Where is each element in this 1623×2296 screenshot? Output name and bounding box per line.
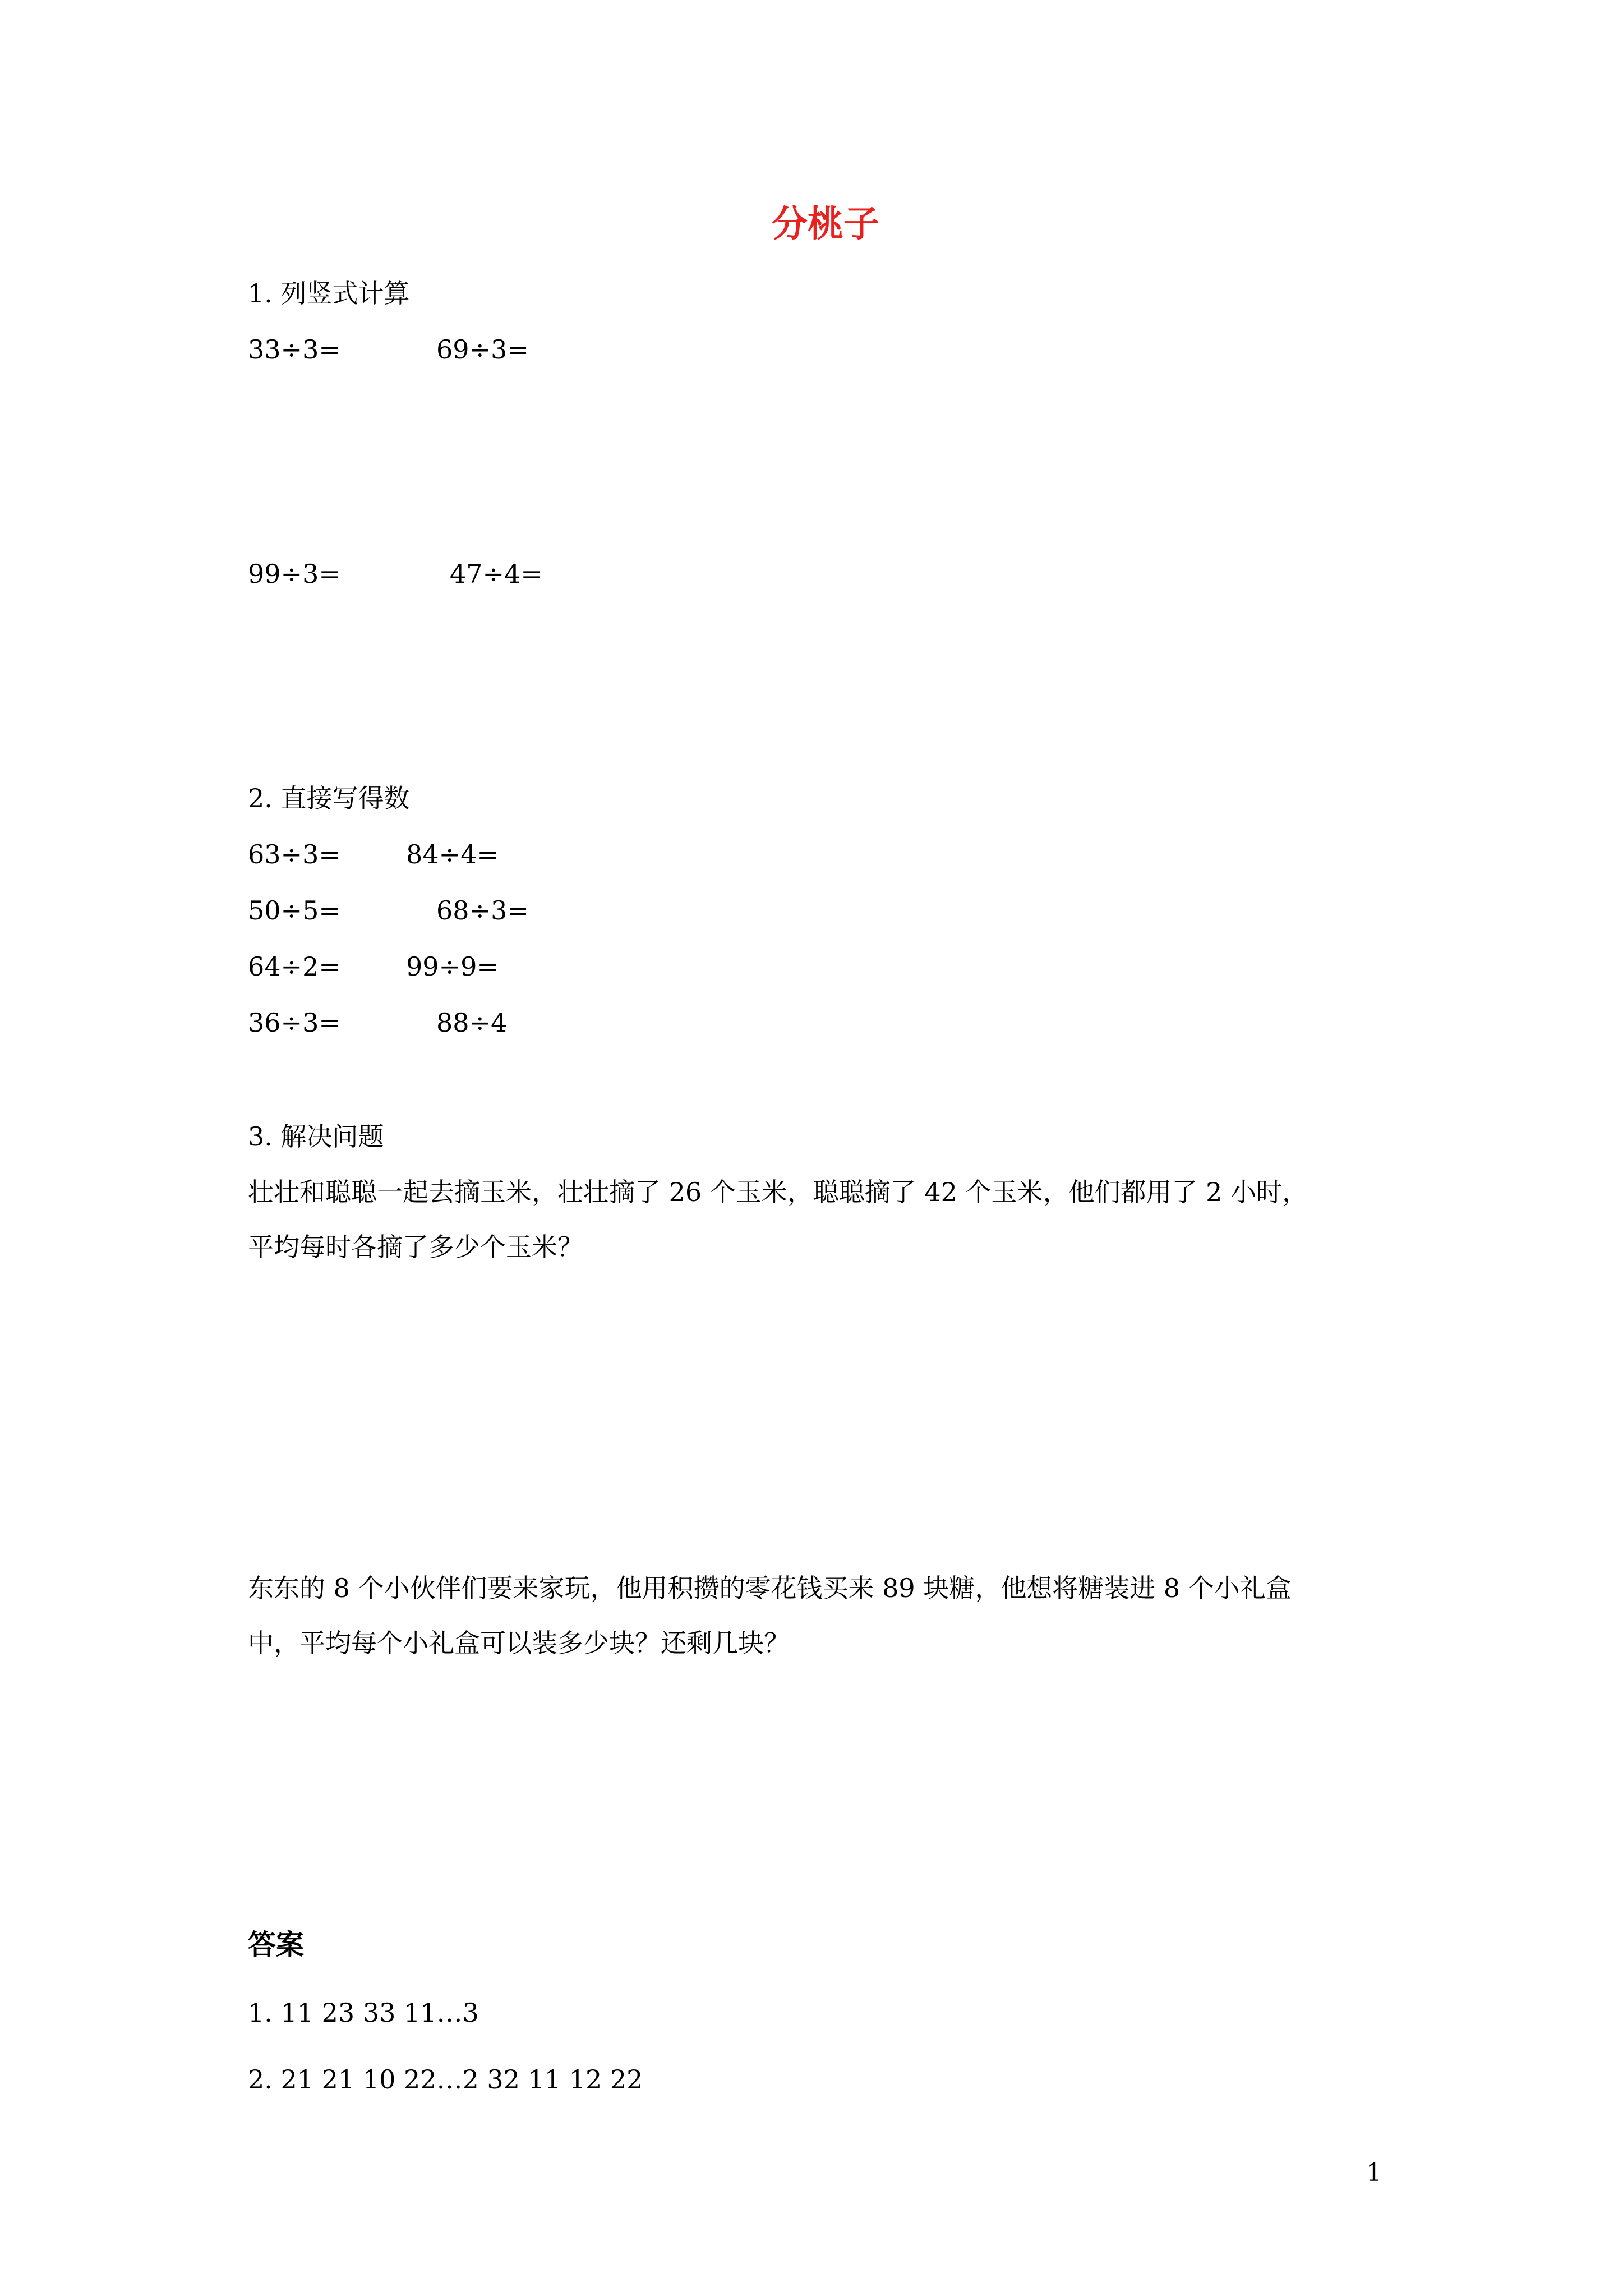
word-problem-2-line-2: 中，平均每个小礼盒可以装多少块？还剩几块？	[248, 1628, 790, 1658]
section1-problem-b: 69÷3=	[436, 334, 529, 365]
section1-problem-d: 47÷4=	[450, 559, 542, 589]
section1-heading: 1. 列竖式计算	[248, 278, 410, 309]
section2-problem: 68÷3=	[436, 895, 529, 926]
word-problem-2-line-1: 东东的 8 个小伙伴们要来家玩，他用积攒的零花钱买来 89 块糖，他想将糖装进 8 个小礼盒	[248, 1573, 1292, 1603]
section2-problem: 88÷4	[436, 1007, 508, 1038]
section2-problem: 36÷3=	[248, 1007, 340, 1038]
section2-problem: 84÷4=	[406, 839, 499, 869]
answers-heading: 答案	[248, 1928, 304, 1961]
section2-problem: 99÷9=	[406, 951, 499, 982]
answer-line-1: 1. 11 23 33 11…3	[248, 1998, 479, 2028]
page-number: 1	[1366, 2159, 1382, 2187]
section2-problem: 63÷3=	[248, 839, 340, 869]
word-problem-1-line-1: 壮壮和聪聪一起去摘玉米，壮壮摘了 26 个玉米，聪聪摘了 42 个玉米，他们都用了 2 小时，	[248, 1177, 1308, 1207]
section3-heading: 3. 解决问题	[248, 1121, 384, 1152]
answer-line-2: 2. 21 21 10 22…2 32 11 12 22	[248, 2064, 643, 2095]
section2-problem: 64÷2=	[248, 951, 340, 982]
section1-problem-c: 99÷3=	[248, 559, 340, 589]
section2-problem: 50÷5=	[248, 895, 340, 926]
word-problem-1-line-2: 平均每时各摘了多少个玉米？	[248, 1232, 583, 1262]
page-title: 分桃子	[772, 203, 879, 245]
section1-problem-a: 33÷3=	[248, 334, 340, 365]
section2-heading: 2. 直接写得数	[248, 783, 410, 813]
